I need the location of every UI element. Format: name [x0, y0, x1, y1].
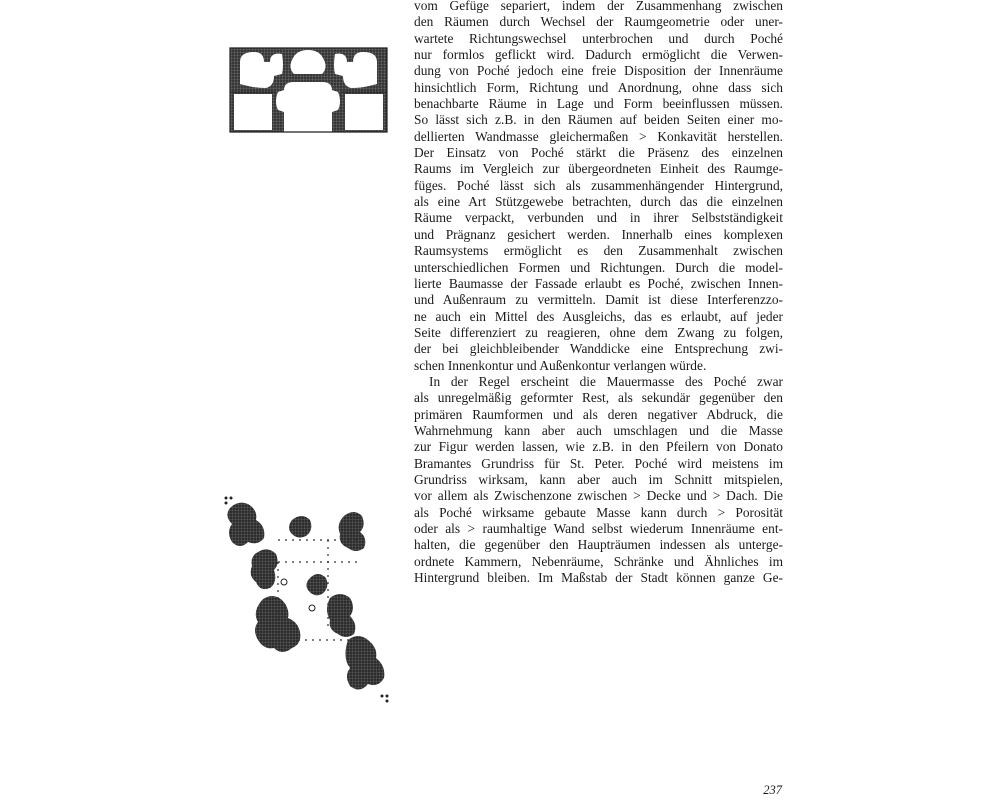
- text-line: Raumsystems ermöglicht es den Zusammenhalt zwischen: [414, 243, 783, 259]
- st-peter-pier-plan-drawing-icon: [218, 490, 396, 708]
- text-line: hinsichtlich Form, Richtung und Anordnung, ohne dass sich: [414, 79, 783, 95]
- text-line: Hintergrund bleiben. Im Maßstab der Stadt können ganze Ge-: [414, 570, 783, 586]
- text-line: benachbarte Räume in Lage und Form beeinflussen müssen.: [414, 96, 783, 112]
- text-line: oder als > raumhaltige Wand selbst wiederum Innenräume ent-: [414, 521, 783, 536]
- text-line: zur Figur werden lassen, wie z.B. in den Pfeilern von Donato: [414, 439, 783, 455]
- text-line: Räume verpackt, verbunden und in ihrer Selbstständigkeit: [414, 210, 783, 226]
- text-line: als unregelmäßig geformter Rest, als sekundär gegenüber den: [414, 390, 783, 406]
- text-line: füges. Poché lässt sich als zusammenhängender Hintergrund,: [414, 177, 783, 193]
- text-line: In der Regel erscheint die Mauermasse des Poché zwar: [429, 373, 783, 389]
- text-line: ordnete Kammern, Nebenräume, Schränke und Ähnliches im: [414, 553, 783, 569]
- text-line: und Prägnanz gesichert werden. Innerhalb eines komplexen: [414, 226, 783, 242]
- text-line: unterschiedlichen Formen und Richtungen. Durch die model-: [414, 259, 783, 275]
- floor-plan-figure: [226, 44, 391, 136]
- body-text-column: [414, 0, 783, 588]
- text-line: lierte Baumasse der Fassade erlaubt es Poché, zwischen Innen-: [414, 275, 783, 291]
- text-line: vom Gefüge separiert, indem der Zusammenhang zwischen: [414, 0, 783, 13]
- st-peter-plan-figure: [218, 490, 396, 708]
- text-line: Der Einsatz von Poché stärkt die Präsenz des einzelnen: [414, 145, 783, 161]
- text-line: Raums im Vergleich zur übergeordneten Einheit des Raumge-: [414, 161, 783, 177]
- text-line: schen Innenkontur und Außenkontur verlangen würde.: [414, 357, 707, 373]
- text-line: primären Raumformen und als deren negativer Abdruck, die: [414, 406, 783, 422]
- text-line: der bei gleichbleibender Wanddicke eine Entsprechung zwi-: [414, 341, 783, 357]
- text-line: und Außenraum zu vermitteln. Damit ist diese Interferenzzo-: [414, 292, 783, 308]
- text-line: als Poché wirksame gebaute Masse kann durch > Porosität: [414, 504, 783, 520]
- text-line: Bramantes Grundriss für St. Peter. Poché wird meistens im: [414, 455, 783, 471]
- text-line: Wahrnehmung kann aber auch umschlagen und die Masse: [414, 422, 783, 438]
- text-line: dung von Poché jedoch eine freie Disposition der Innenräume: [414, 63, 783, 79]
- text-line: Seite differenziert zu reagieren, ohne dem Zwang zu folgen,: [414, 324, 783, 340]
- text-line: dellierten Wandmasse gleichermaßen > Konkavität herstellen.: [414, 128, 783, 144]
- text-line: vor allem als Zwischenzone zwischen > Decke und > Dach. Die: [414, 488, 783, 504]
- text-line: nur formlos geflickt wird. Dadurch ermöglicht die Verwen-: [414, 47, 783, 63]
- text-line: als eine Art Stützgewebe betrachten, durch das die einzelnen: [414, 194, 783, 210]
- text-line: ne auch ein Mittel des Ausgleichs, das es erlaubt, auf jeder: [414, 308, 783, 324]
- floor-plan-drawing-icon: [226, 44, 391, 136]
- text-line: den Räumen durch Wechsel der Raumgeometrie oder uner-: [414, 14, 783, 30]
- text-line: wartete Richtungswechsel unterbrochen und durch Poché: [414, 30, 783, 46]
- text-line: halten, die gegenüber den Haupträumen indessen als unterge-: [414, 537, 783, 553]
- text-line: Grundriss wirksam, kann aber auch im Schnitt mitspielen,: [414, 471, 783, 487]
- page-number: 237: [763, 783, 782, 797]
- text-line: So lässt sich z.B. in den Räumen auf beiden Seiten einer mo-: [414, 112, 783, 128]
